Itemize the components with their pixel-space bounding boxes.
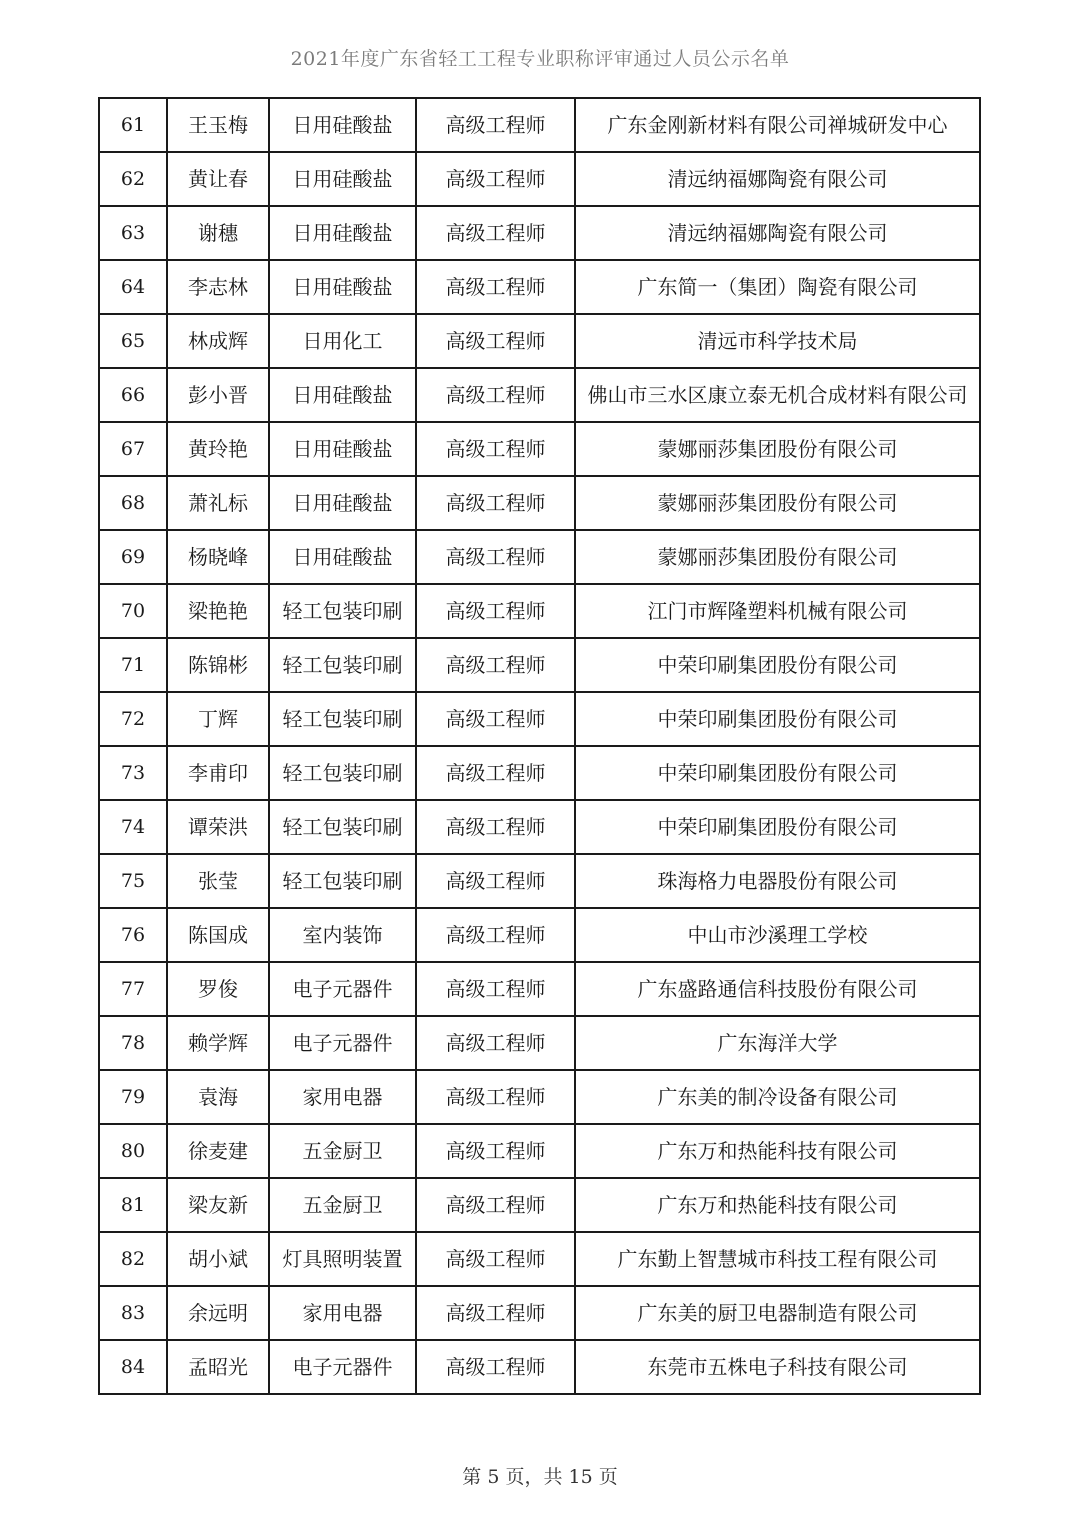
qualification-title: 高级工程师	[416, 1016, 575, 1070]
person-name: 谭荣洪	[167, 800, 269, 854]
row-number: 79	[99, 1070, 167, 1124]
row-number: 69	[99, 530, 167, 584]
person-name: 罗俊	[167, 962, 269, 1016]
qualification-title: 高级工程师	[416, 638, 575, 692]
table-row	[99, 1124, 980, 1178]
row-number: 74	[99, 800, 167, 854]
organization: 珠海格力电器股份有限公司	[575, 854, 980, 908]
qualification-title: 高级工程师	[416, 260, 575, 314]
qualification-title: 高级工程师	[416, 692, 575, 746]
organization: 清远市科学技术局	[575, 314, 980, 368]
organization: 蒙娜丽莎集团股份有限公司	[575, 422, 980, 476]
qualification-title: 高级工程师	[416, 908, 575, 962]
row-number: 78	[99, 1016, 167, 1070]
specialty: 日用硅酸盐	[269, 476, 416, 530]
organization: 中山市沙溪理工学校	[575, 908, 980, 962]
specialty: 日用硅酸盐	[269, 152, 416, 206]
page-title: 2021年度广东省轻工工程专业职称评审通过人员公示名单	[290, 48, 790, 70]
table-row	[99, 962, 980, 1016]
specialty: 家用电器	[269, 1286, 416, 1340]
organization: 中荣印刷集团股份有限公司	[575, 746, 980, 800]
person-name: 彭小晋	[167, 368, 269, 422]
person-name: 杨晓峰	[167, 530, 269, 584]
specialty: 轻工包装印刷	[269, 692, 416, 746]
qualification-title: 高级工程师	[416, 314, 575, 368]
organization: 广东万和热能科技有限公司	[575, 1178, 980, 1232]
person-name: 谢穗	[167, 206, 269, 260]
person-name: 李志林	[167, 260, 269, 314]
person-name: 梁艳艳	[167, 584, 269, 638]
organization: 蒙娜丽莎集团股份有限公司	[575, 530, 980, 584]
table-row	[99, 1178, 980, 1232]
table-row	[99, 854, 980, 908]
qualification-title: 高级工程师	[416, 746, 575, 800]
organization: 广东万和热能科技有限公司	[575, 1124, 980, 1178]
table-row	[99, 746, 980, 800]
person-name: 李甫印	[167, 746, 269, 800]
table-row	[99, 638, 980, 692]
person-name: 梁友新	[167, 1178, 269, 1232]
person-name: 徐麦建	[167, 1124, 269, 1178]
page-number: 第 5 页，共 15 页	[462, 1466, 618, 1488]
specialty: 轻工包装印刷	[269, 800, 416, 854]
person-name: 陈国成	[167, 908, 269, 962]
table-row	[99, 1286, 980, 1340]
organization: 广东美的制冷设备有限公司	[575, 1070, 980, 1124]
qualification-title: 高级工程师	[416, 368, 575, 422]
organization: 广东美的厨卫电器制造有限公司	[575, 1286, 980, 1340]
organization: 中荣印刷集团股份有限公司	[575, 800, 980, 854]
organization: 清远纳福娜陶瓷有限公司	[575, 152, 980, 206]
table-row	[99, 260, 980, 314]
organization: 江门市辉隆塑料机械有限公司	[575, 584, 980, 638]
qualification-title: 高级工程师	[416, 530, 575, 584]
specialty: 日用硅酸盐	[269, 530, 416, 584]
person-name: 林成辉	[167, 314, 269, 368]
qualification-title: 高级工程师	[416, 422, 575, 476]
specialty: 日用硅酸盐	[269, 206, 416, 260]
row-number: 72	[99, 692, 167, 746]
organization: 广东金刚新材料有限公司禅城研发中心	[575, 98, 980, 152]
qualification-title: 高级工程师	[416, 1340, 575, 1394]
organization: 中荣印刷集团股份有限公司	[575, 692, 980, 746]
qualification-title: 高级工程师	[416, 98, 575, 152]
organization: 蒙娜丽莎集团股份有限公司	[575, 476, 980, 530]
organization: 广东简一（集团）陶瓷有限公司	[575, 260, 980, 314]
table-row	[99, 908, 980, 962]
qualification-title: 高级工程师	[416, 1232, 575, 1286]
row-number: 62	[99, 152, 167, 206]
person-name: 赖学辉	[167, 1016, 269, 1070]
personnel-table	[98, 97, 981, 1395]
person-name: 丁辉	[167, 692, 269, 746]
table-row	[99, 422, 980, 476]
table-row	[99, 1340, 980, 1394]
specialty: 电子元器件	[269, 1016, 416, 1070]
table-row	[99, 1232, 980, 1286]
specialty: 轻工包装印刷	[269, 854, 416, 908]
qualification-title: 高级工程师	[416, 1286, 575, 1340]
qualification-title: 高级工程师	[416, 206, 575, 260]
specialty: 五金厨卫	[269, 1124, 416, 1178]
person-name: 张莹	[167, 854, 269, 908]
table-row	[99, 1070, 980, 1124]
person-name: 胡小斌	[167, 1232, 269, 1286]
specialty: 日用硅酸盐	[269, 422, 416, 476]
table-row	[99, 692, 980, 746]
table-row	[99, 152, 980, 206]
row-number: 83	[99, 1286, 167, 1340]
specialty: 灯具照明装置	[269, 1232, 416, 1286]
specialty: 室内装饰	[269, 908, 416, 962]
row-number: 77	[99, 962, 167, 1016]
qualification-title: 高级工程师	[416, 1178, 575, 1232]
table-row	[99, 368, 980, 422]
table-row	[99, 206, 980, 260]
organization: 东莞市五株电子科技有限公司	[575, 1340, 980, 1394]
qualification-title: 高级工程师	[416, 476, 575, 530]
organization: 广东勤上智慧城市科技工程有限公司	[575, 1232, 980, 1286]
row-number: 68	[99, 476, 167, 530]
qualification-title: 高级工程师	[416, 584, 575, 638]
row-number: 67	[99, 422, 167, 476]
person-name: 袁海	[167, 1070, 269, 1124]
table-row	[99, 1016, 980, 1070]
table-body	[99, 98, 980, 1394]
row-number: 84	[99, 1340, 167, 1394]
row-number: 71	[99, 638, 167, 692]
row-number: 80	[99, 1124, 167, 1178]
specialty: 电子元器件	[269, 962, 416, 1016]
person-name: 黄让春	[167, 152, 269, 206]
row-number: 76	[99, 908, 167, 962]
row-number: 66	[99, 368, 167, 422]
person-name: 余远明	[167, 1286, 269, 1340]
specialty: 日用硅酸盐	[269, 98, 416, 152]
qualification-title: 高级工程师	[416, 800, 575, 854]
person-name: 黄玲艳	[167, 422, 269, 476]
qualification-title: 高级工程师	[416, 962, 575, 1016]
organization: 清远纳福娜陶瓷有限公司	[575, 206, 980, 260]
row-number: 61	[99, 98, 167, 152]
row-number: 64	[99, 260, 167, 314]
specialty: 日用硅酸盐	[269, 368, 416, 422]
specialty: 日用化工	[269, 314, 416, 368]
person-name: 孟昭光	[167, 1340, 269, 1394]
table-row	[99, 530, 980, 584]
row-number: 63	[99, 206, 167, 260]
organization: 广东海洋大学	[575, 1016, 980, 1070]
row-number: 70	[99, 584, 167, 638]
specialty: 日用硅酸盐	[269, 260, 416, 314]
specialty: 轻工包装印刷	[269, 746, 416, 800]
specialty: 家用电器	[269, 1070, 416, 1124]
row-number: 65	[99, 314, 167, 368]
qualification-title: 高级工程师	[416, 854, 575, 908]
organization: 佛山市三水区康立泰无机合成材料有限公司	[575, 368, 980, 422]
qualification-title: 高级工程师	[416, 1124, 575, 1178]
person-name: 萧礼标	[167, 476, 269, 530]
table-row	[99, 314, 980, 368]
person-name: 陈锦彬	[167, 638, 269, 692]
table-row	[99, 584, 980, 638]
specialty: 轻工包装印刷	[269, 638, 416, 692]
organization: 广东盛路通信科技股份有限公司	[575, 962, 980, 1016]
row-number: 73	[99, 746, 167, 800]
specialty: 五金厨卫	[269, 1178, 416, 1232]
specialty: 轻工包装印刷	[269, 584, 416, 638]
qualification-title: 高级工程师	[416, 152, 575, 206]
row-number: 75	[99, 854, 167, 908]
qualification-title: 高级工程师	[416, 1070, 575, 1124]
table-row	[99, 98, 980, 152]
table-row	[99, 800, 980, 854]
row-number: 82	[99, 1232, 167, 1286]
table-row	[99, 476, 980, 530]
specialty: 电子元器件	[269, 1340, 416, 1394]
person-name: 王玉梅	[167, 98, 269, 152]
organization: 中荣印刷集团股份有限公司	[575, 638, 980, 692]
row-number: 81	[99, 1178, 167, 1232]
